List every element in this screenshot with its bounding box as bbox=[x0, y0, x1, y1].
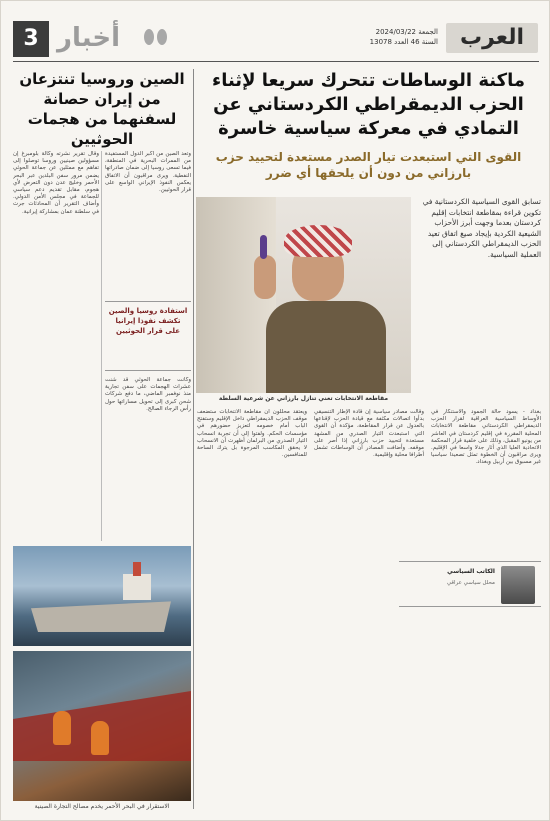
ship-bridge bbox=[123, 574, 151, 600]
speech-bubbles-icon bbox=[141, 29, 171, 51]
section-rule bbox=[193, 69, 194, 809]
workers-photo bbox=[13, 651, 191, 801]
side-story-text-c bbox=[105, 377, 191, 539]
main-headline: ماكنة الوساطات تتحرك سريعا لإثناء الحزب الديمقراطي الكردستاني عن التمادي في معركة سياسية خاسرة bbox=[212, 70, 525, 139]
main-column-2 bbox=[314, 409, 424, 809]
side-story-text-a bbox=[13, 151, 99, 541]
body-paragraph: ويعتقد محللون أن مقاطعة الانتخابات ستضعف موقف الحزب الديمقراطي داخل الإقليم وستفتح الباب أمام خصومه لتعزيز حضورهم في مؤسسات الحكم. ولفتوا إلى أن تجربة انسحاب التيار الصدري من البرلمان أظهرت أن الانسحاب لا يحقق المكاسب المرجوة بل يترك الساحة للمنافسين. bbox=[197, 409, 307, 459]
logo-text: العرب bbox=[459, 25, 524, 50]
page-number: 3 bbox=[13, 21, 49, 57]
top-divider bbox=[13, 61, 539, 62]
ship-hull bbox=[31, 598, 171, 632]
side-story-header bbox=[13, 69, 191, 149]
body-paragraph: بغداد - يسود حالة الجمود والاستنكار في الأوساط السياسية العراقية لقرار الحزب الديمقراطي الكردستاني مقاطعة الانتخابات المحلية المقررة في إقليم كردستان في العاشر من يونيو المقبل، وذلك على خلفية قرار المحكمة الاتحادية العليا الذي أثار جدلا واسعا في الإقليم. ويرى مراقبون أن الخطوة تمثل تصعيدا سياسيا غير مسبوق بين أربيل وبغداد. bbox=[431, 409, 541, 466]
author-role: محلل سياسي عراقي bbox=[446, 580, 495, 586]
main-column-1 bbox=[431, 409, 541, 809]
side-paragraph-c: وكانت جماعة الحوثي قد شنت عشرات الهجمات على سفن تجارية منذ نوفمبر الماضي، ما دفع شركات شحن كبرى إلى تحويل مساراتها حول رأس الرجاء الصالح. bbox=[105, 377, 191, 412]
main-lead-text bbox=[417, 197, 541, 393]
newspaper-logo bbox=[446, 23, 538, 53]
column-rule bbox=[101, 151, 102, 541]
issue-info bbox=[318, 27, 438, 47]
photo-figure-hand bbox=[254, 255, 276, 299]
side-pullquote: استفادة روسيا والصين تكشف نفوذا إيرانيا على قرار الحوثيين bbox=[105, 301, 191, 371]
worker-figure bbox=[91, 721, 109, 755]
issue-number: السنة 46 العدد 13078 bbox=[369, 38, 438, 46]
section-title: أخبار bbox=[57, 23, 120, 53]
author-box bbox=[399, 561, 541, 607]
lead-paragraph: تسابق القوى السياسية الكردستانية في تكوين قراءة بمقاطعة انتخابات إقليم كردستان بعدما وجهت أبرز الأحزاب الشيعية الكردية بإيجاد صيغ اتفاق تعيد الحزب الديمقراطي الكردستاني إلى العملية السياسية. bbox=[422, 197, 541, 259]
inked-finger bbox=[260, 235, 267, 259]
ship-photo bbox=[13, 546, 191, 646]
main-photo-caption: مقاطعة الانتخابات تعني تنازل بارزاني عن شرعية السلطة bbox=[218, 395, 389, 402]
photo-figure-body bbox=[266, 301, 386, 393]
author-name: الكاتب السياسي bbox=[447, 568, 495, 575]
body-paragraph: وقالت مصادر سياسية إن قادة الإطار التنسيقي بدأوا اتصالات مكثفة مع قيادة الحزب لإقناعها بالعدول عن قرار المقاطعة، مؤكدة أن القوى التي استبعدت التيار الصدري من المشهد مستعدة لتحييد حزب بارزاني إذا أصر على موقفه. وأضافت المصادر أن الوساطات تشمل أطرافا محلية وإقليمية. bbox=[314, 409, 424, 459]
side-paragraph-a: وقال تقرير نشرته وكالة بلومبرغ إن مسؤولين صينيين وروسا توصلوا إلى تفاهم مع ممثلين عن جماعة الحوثي يضمن مرور سفن البلدين عبر البحر الأحمر وخليج عدن دون التعرض لأي هجوم، مقابل تقديم دعم سياسي للجماعة في مجلس الأمن الدولي. وأضاف التقرير أن المحادثات جرت في سلطنة عمان بمشاركة إيرانية. bbox=[13, 151, 99, 215]
author-avatar bbox=[501, 566, 535, 604]
ship-stack bbox=[133, 562, 141, 576]
issue-date: الجمعة 2024/03/22 bbox=[375, 28, 438, 36]
main-photo bbox=[196, 197, 411, 393]
side-paragraph-b: وتعد الصين من أكبر الدول المستفيدة من الممرات البحرية في المنطقة، فيما تسعى روسيا إلى ضمان صادراتها النفطية. ويرى مراقبون أن الاتفاق يعكس النفوذ الإيراني الواسع على قرار الحوثيين. bbox=[105, 151, 191, 194]
side-story-text-b bbox=[105, 151, 191, 296]
main-subhead: القوى التي استبعدت تيار الصدر مستعدة لتحييد حزب بارزاني من دون أن يلحقها أي ضرر bbox=[215, 150, 522, 180]
masthead bbox=[191, 19, 546, 57]
photo-figure-turban bbox=[284, 225, 352, 257]
main-column-3 bbox=[197, 409, 307, 809]
main-body bbox=[196, 409, 541, 809]
section-header bbox=[13, 21, 178, 61]
worker-figure bbox=[53, 711, 71, 745]
main-headline-block bbox=[196, 69, 541, 181]
side-headline: الصين وروسيا تنتزعان من إيران حصانة لسفنهما من هجمات الحوثيين bbox=[19, 70, 185, 148]
side-photo-caption: الاستقرار في البحر الأحمر يخدم مصالح التجارة الصينية bbox=[34, 803, 170, 810]
